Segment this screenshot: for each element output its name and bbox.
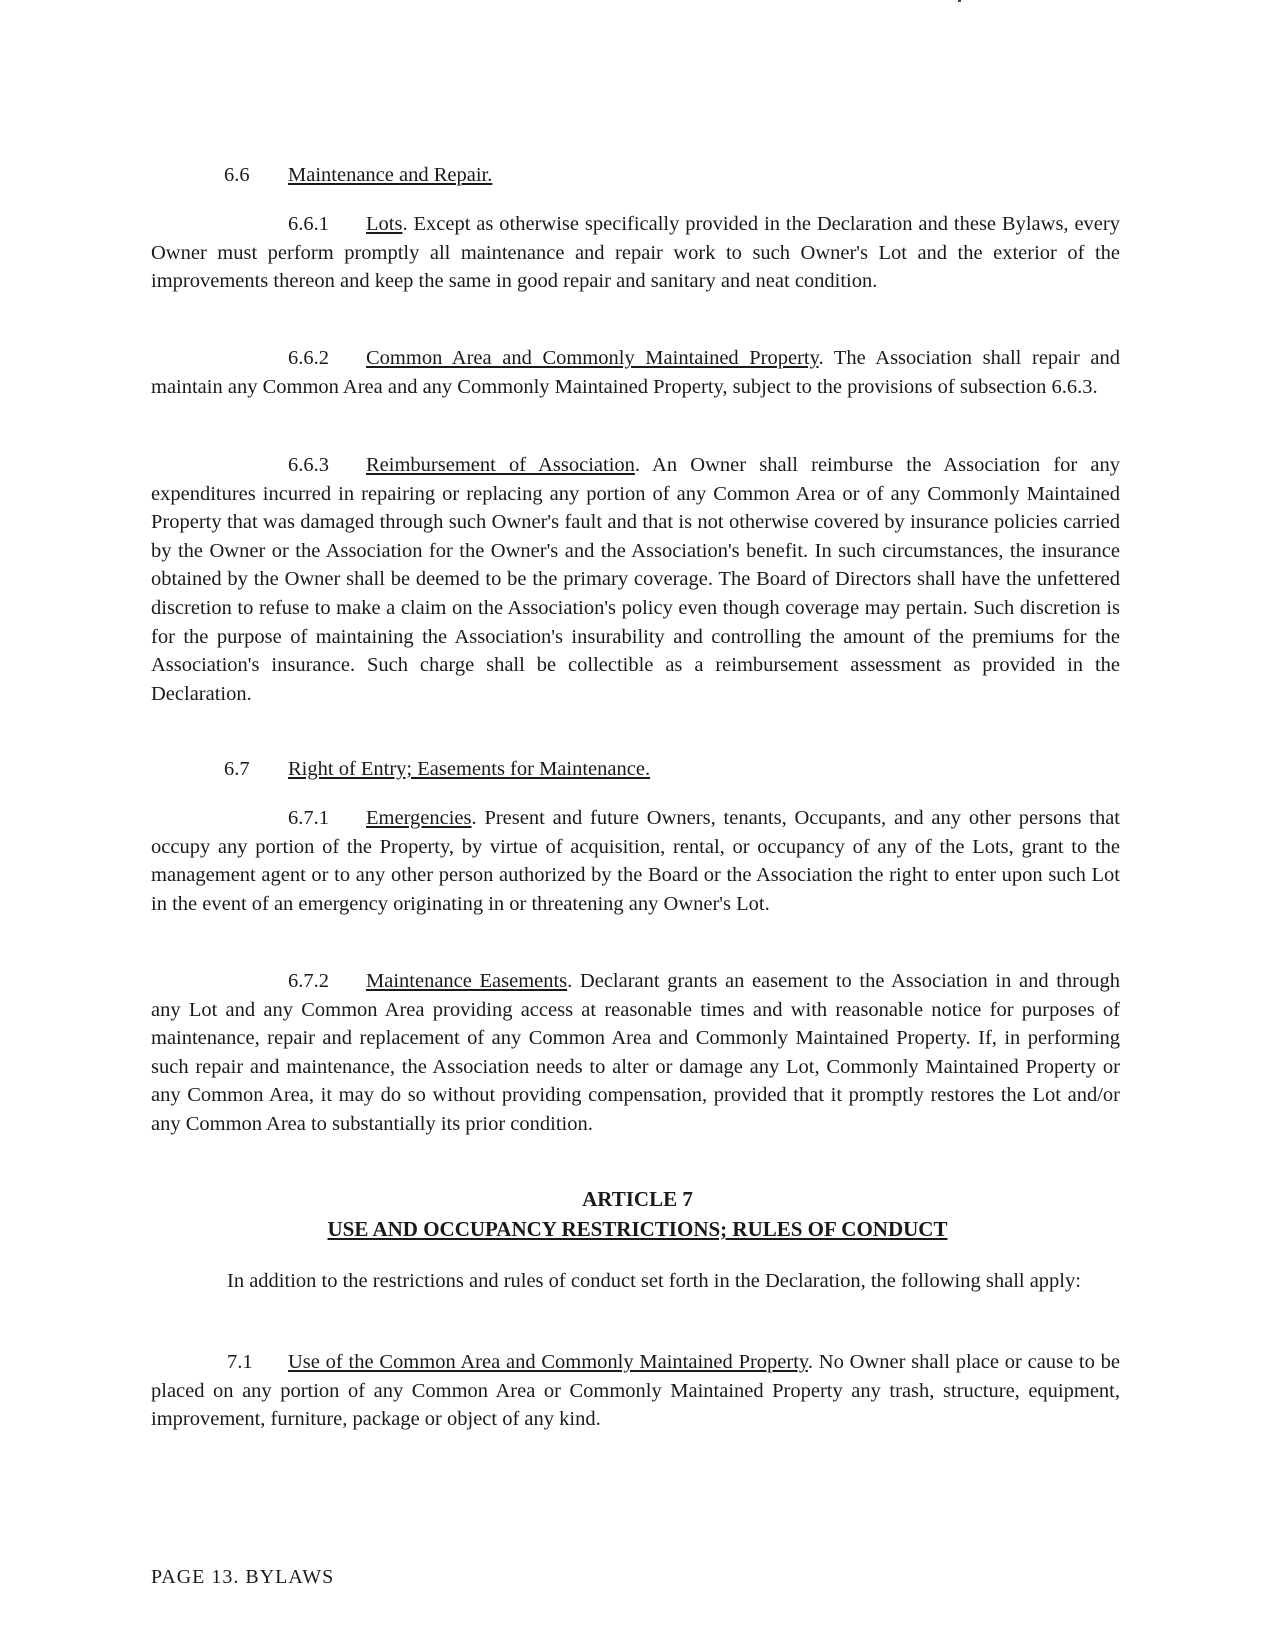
article-7-heading [0, 1184, 1275, 1244]
section-6-6-1 [151, 210, 1120, 296]
section-number: 6.7.1 [288, 807, 329, 829]
section-number: 7.1 [227, 1351, 253, 1373]
page-footer: PAGE 13. BYLAWS [151, 1566, 335, 1588]
section-6-6-3 [151, 451, 1120, 708]
section-title: Maintenance and Repair. [288, 164, 493, 186]
section-title: Use of the Common Area and Commonly Maintained Property [288, 1351, 808, 1373]
section-6-6-2 [151, 344, 1120, 401]
section-text: . Declarant grants an easement to the Association in and through any Lot and any Common Area providing access at reasonable times and with reasonable notice for purposes of maintenance, repair and replacement of any Common Area and Commonly Maintained Property. If, in performing such repair and maintenance, the Association needs to alter or damage any Lot, Commonly Maintained Property or any Common Area, it may do so without providing compensation, provided that it promptly restores the Lot and/or any Common Area to substantially its prior condition. [151, 970, 1120, 1135]
intro-text: In addition to the restrictions and rules of conduct set forth in the Declaration, the following shall apply: [227, 1270, 1081, 1292]
article-title: USE AND OCCUPANCY RESTRICTIONS; RULES OF CONDUCT [327, 1217, 948, 1241]
section-number: 6.6.2 [288, 347, 329, 369]
section-number: 6.6.1 [288, 213, 329, 235]
section-title: Common Area and Commonly Maintained Property [366, 347, 819, 369]
section-text: . Except as otherwise specifically provided in the Declaration and these Bylaws, every Owner must perform promptly all maintenance and repair work to such Owner's Lot and the exterior of the improvements thereon and keep the same in good repair and sanitary and neat condition. [151, 213, 1120, 293]
section-number: 6.7.2 [288, 970, 329, 992]
section-title: Right of Entry; Easements for Maintenance. [288, 758, 651, 780]
section-title: Reimbursement of Association [366, 454, 635, 476]
section-text: . The Association shall repair and maintain any Common Area and any Commonly Maintained Property, subject to the provisions of subsection 6.6.3. [151, 347, 1120, 398]
scan-mark [958, 0, 961, 2]
section-text: . An Owner shall reimburse the Association for any expenditures incurred in repairing or replacing any portion of any Common Area or of any Commonly Maintained Property that was damaged through such Owner's fault and that is not otherwise covered by insurance policies carried by the Owner or the Association for the Owner's and the Association's benefit. In such circumstances, the insurance obtained by the Owner shall be deemed to be the primary coverage. The Board of Directors shall have the unfettered discretion to refuse to make a claim on the Association's policy even though coverage may pertain. Such discretion is for the purpose of maintaining the Association's insurability and controlling the amount of the premiums for the Association's insurance. Such charge shall be collectible as a reimbursement assessment as provided in the Declaration. [151, 454, 1120, 705]
section-title: Emergencies [366, 807, 472, 829]
section-number: 6.6 [224, 164, 250, 186]
section-6-7-2 [151, 967, 1120, 1139]
article-7-intro [151, 1267, 1120, 1296]
section-6-7-1 [151, 804, 1120, 918]
section-text: . No Owner shall place or cause to be placed on any portion of any Common Area or Commonly Maintained Property any trash, structure, equipment, improvement, furniture, package or object of any kind. [151, 1351, 1120, 1431]
section-title: Maintenance Easements [366, 970, 568, 992]
article-number: ARTICLE 7 [582, 1187, 693, 1211]
section-title: Lots [366, 213, 403, 235]
section-number: 6.7 [224, 758, 250, 780]
section-number: 6.6.3 [288, 454, 329, 476]
section-text: . Present and future Owners, tenants, Occupants, and any other persons that occupy any portion of the Property, by virtue of acquisition, rental, or occupancy of any of the Lots, grant to the management agent or to any other person authorized by the Board or the Association the right to enter upon such Lot in the event of an emergency originating in or threatening any Owner's Lot. [151, 807, 1120, 915]
section-7-1 [151, 1348, 1120, 1434]
